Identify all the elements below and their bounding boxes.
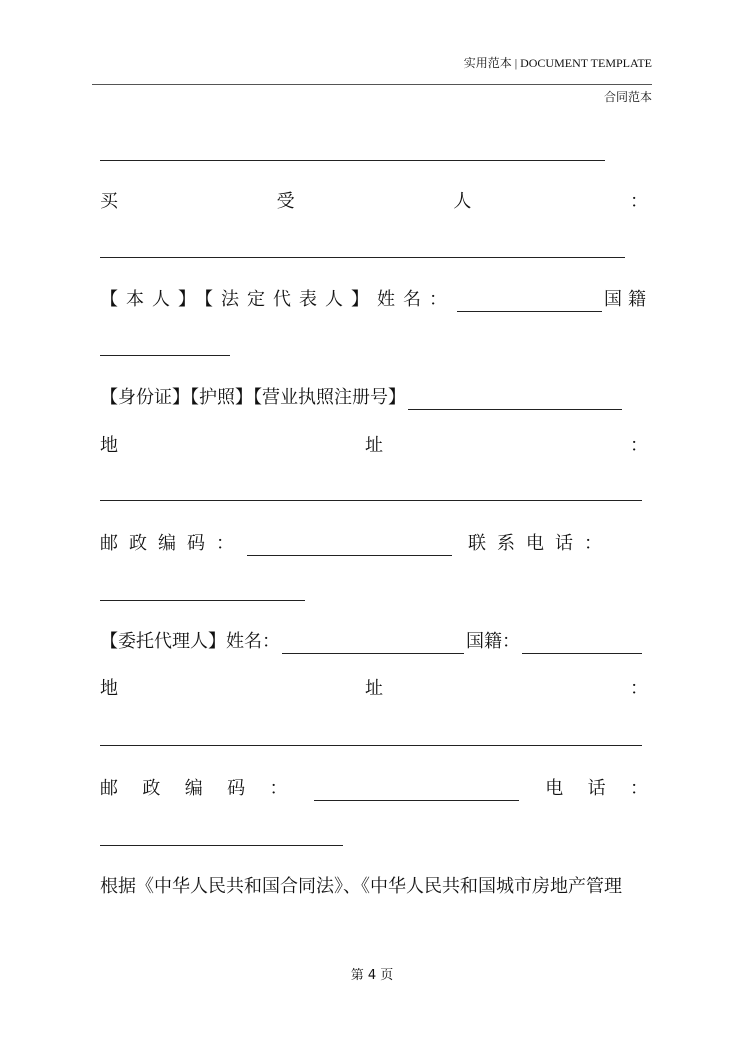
label-char: 址 <box>365 435 383 456</box>
buyer-name-field[interactable] <box>457 293 602 312</box>
postal-label: 邮政编码： <box>100 533 245 554</box>
buyer-id-label: 【身份证】【护照】【营业执照注册号】 <box>100 387 406 408</box>
label-char: 人 <box>453 191 472 212</box>
nationality-blank[interactable] <box>100 355 230 356</box>
label-char: 编 <box>184 778 203 799</box>
label-char: 地 <box>100 678 118 699</box>
postal-field[interactable] <box>247 537 452 556</box>
label-char: ： <box>630 435 648 456</box>
phone-blank[interactable] <box>100 600 305 601</box>
label-char: 址 <box>365 678 383 699</box>
address-blank-1[interactable] <box>100 500 642 501</box>
label-char: ： <box>630 678 648 699</box>
label-char: 电 <box>545 778 564 799</box>
agent-name-field[interactable] <box>282 635 464 654</box>
phone-blank-2[interactable] <box>100 845 343 846</box>
label-char: 码 <box>227 778 246 799</box>
label-char: 地 <box>100 435 118 456</box>
label-char: 买 <box>100 191 118 212</box>
agent-nationality-label: 国籍： <box>466 631 520 652</box>
postal-row-2 <box>100 777 648 801</box>
page-number: 第 4 页 <box>350 968 394 983</box>
blank-line[interactable] <box>100 160 605 161</box>
phone-label: 联系电话： <box>468 533 613 554</box>
buyer-person-row <box>100 288 652 312</box>
agent-nationality-field[interactable] <box>522 635 642 654</box>
label-char: 政 <box>142 778 161 799</box>
agent-label: 【委托代理人】姓名： <box>100 631 280 652</box>
buyer-label-row <box>100 190 648 214</box>
header-divider <box>92 84 652 85</box>
header-title: 实用范本 | DOCUMENT TEMPLATE <box>463 56 652 70</box>
nationality-label: 国籍 <box>604 289 652 310</box>
address-row-1 <box>100 434 648 458</box>
header-subtitle: 合同范本 <box>603 90 652 104</box>
postal-field-2[interactable] <box>314 782 519 801</box>
buyer-person-label: 【本人】【法定代表人】姓名： <box>100 289 455 310</box>
label-char: 邮 <box>100 778 118 799</box>
label-char: 话 <box>587 778 606 799</box>
label-char: ： <box>269 778 288 799</box>
agent-row <box>100 630 652 654</box>
label-char: ： <box>630 778 648 799</box>
address-row-2 <box>100 677 648 701</box>
label-char: ： <box>629 191 648 212</box>
address-blank-2[interactable] <box>100 745 642 746</box>
label-char: 受 <box>276 191 295 212</box>
buyer-id-row <box>100 386 652 410</box>
body-text: 根据《中华人民共和国合同法》、《中华人民共和国城市房地产管理 <box>100 876 622 897</box>
buyer-name-blank[interactable] <box>100 257 625 258</box>
postal-row-1 <box>100 532 652 556</box>
buyer-id-field[interactable] <box>408 391 622 410</box>
